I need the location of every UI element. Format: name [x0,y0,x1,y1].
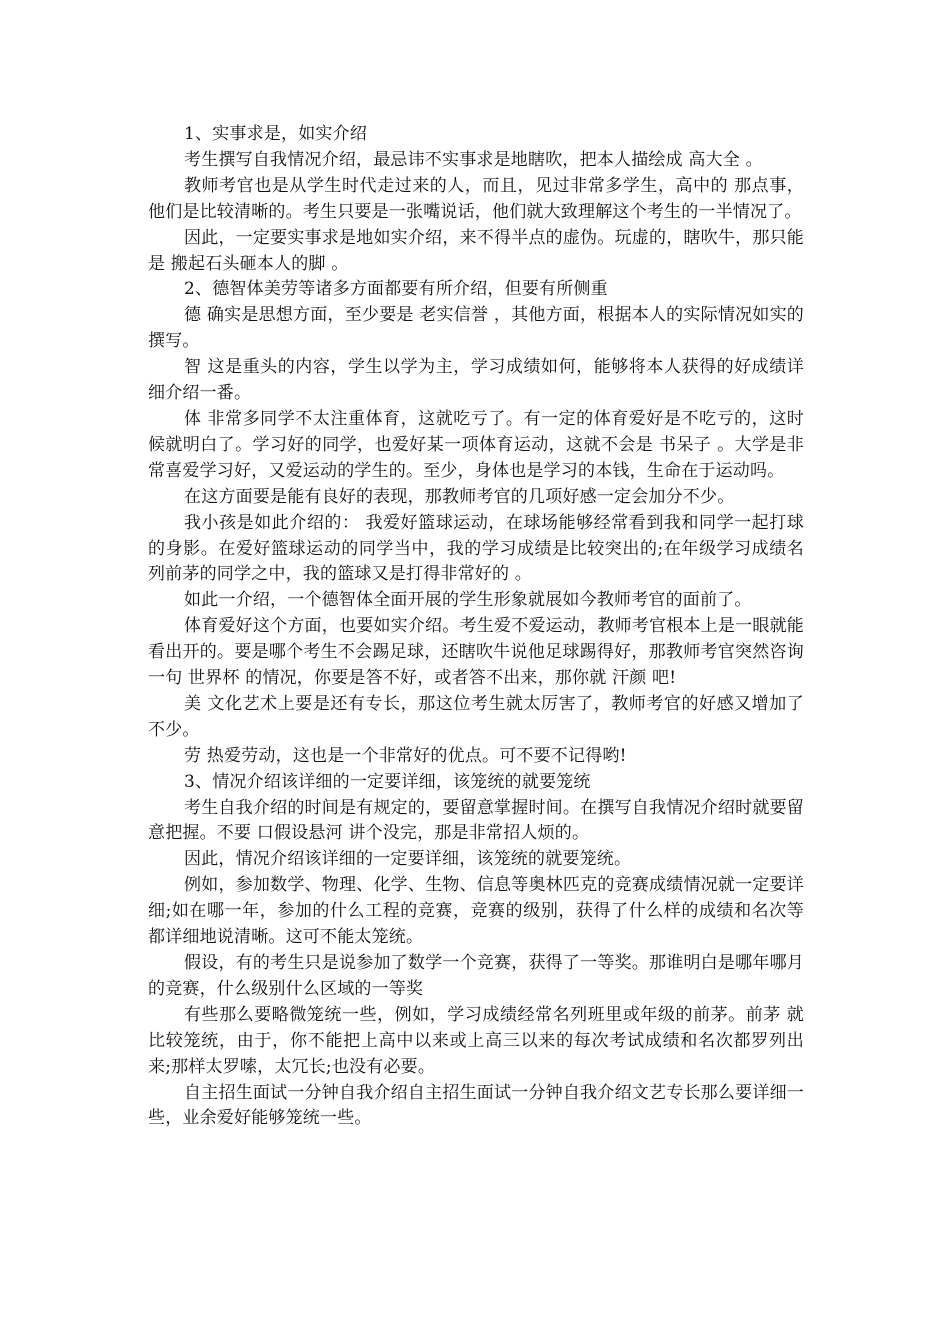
paragraph: 2、德智体美劳等诸多方面都要有所介绍，但要有所侧重 [184,279,608,300]
paragraph: 智 这是重头的内容，学生以学为主，学习成绩如何，能够将本人获得的好成绩详细介绍一番。 [148,357,804,404]
paragraph: 考生撰写自我情况介绍，最忌讳不实事求是地瞎吹，把本人描绘成 高大全 。 [184,149,763,170]
paragraph: 美 文化艺术上要是还有专长，那这位考生就太厉害了，教师考官的好感又增加了不少。 [148,693,804,740]
paragraph: 自主招生面试一分钟自我介绍自主招生面试一分钟自我介绍文艺专长那么要详细一些，业余爱好能够笼统一些。 [148,1082,804,1129]
paragraph: 体 非常多同学不太注重体育，这就吃亏了。有一定的体育爱好是不吃亏的，这时候就明白了。学习好的同学，也爱好某一项体育运动，这就不会是 书呆子 。大学是非常喜爱学习好，又爱运动的学生的。至少，身体也是学习的本钱，生命在于运动吗。 [148,408,804,481]
paragraph: 有些那么要略微笼统一些，例如，学习成绩经常名列班里或年级的前茅。前茅 就比较笼统，由于，你不能把上高中以来或上高三以来的每次考试成绩和名次都罗列出来;那样太罗嗦，太冗长;也没有必要。 [148,1004,804,1077]
paragraph: 德 确实是思想方面，至少要是 老实信誉 ，其他方面，根据本人的实际情况如实的撰写。 [148,305,804,352]
paragraph: 因此，情况介绍该详细的一定要详细，该笼统的就要笼统。 [184,849,632,870]
paragraph: 体育爱好这个方面，也要如实介绍。考生爱不爱运动，教师考官根本上是一眼就能看出开的。要是哪个考生不会踢足球，还瞎吹牛说他足球踢得好，那教师考官突然咨询一句 世界杯 的情况，你要是答不好，或者答不出来，那你就 汗颜 吧! [148,616,804,689]
paragraph: 因此，一定要实事求是地如实介绍，来不得半点的虚伪。玩虚的，瞎吹牛，那只能是 搬起石头砸本人的脚 。 [148,227,804,274]
paragraph: 如此一介绍，一个德智体全面开展的学生形象就展如今教师考官的面前了。 [184,590,752,611]
document-body [148,122,804,1132]
paragraph: 教师考官也是从学生时代走过来的人，而且，见过非常多学生，高中的 那点事，他们是比较清晰的。考生只要是一张嘴说话，他们就大致理解这个考生的一半情况了。 [148,175,804,222]
paragraph: 3、情况介绍该详细的一定要详细，该笼统的就要笼统 [184,771,591,792]
paragraph: 1、实事求是，如实介绍 [184,124,368,144]
paragraph: 例如，参加数学、物理、化学、生物、信息等奥林匹克的竞赛成绩情况就一定要详细;如在哪一年，参加的什么工程的竞赛，竞赛的级别，获得了什么样的成绩和名次等都详细地说清晰。这可不能太笼统。 [148,875,804,948]
paragraph: 考生自我介绍的时间是有规定的，要留意掌握时间。在撰写自我情况介绍时就要留意把握。不要 口假设悬河 讲个没完，那是非常招人烦的。 [148,797,804,844]
paragraph: 假设，有的考生只是说参加了数学一个竞赛，获得了一等奖。那谁明白是哪年哪月的竞赛，什么级别什么区域的一等奖 [148,953,804,999]
paragraph: 在这方面要是能有良好的表现，那教师考官的几项好感一定会加分不少。 [184,486,735,507]
paragraph: 劳 热爱劳动，这也是一个非常好的优点。可不要不记得哟! [184,745,627,766]
paragraph: 我小孩是如此介绍的： 我爱好篮球运动，在球场能够经常看到我和同学一起打球的身影。在爱好篮球运动的同学当中，我的学习成绩是比较突出的;在年级学习成绩名列前茅的同学之中，我的篮球又是打得非常好的 。 [148,512,804,585]
